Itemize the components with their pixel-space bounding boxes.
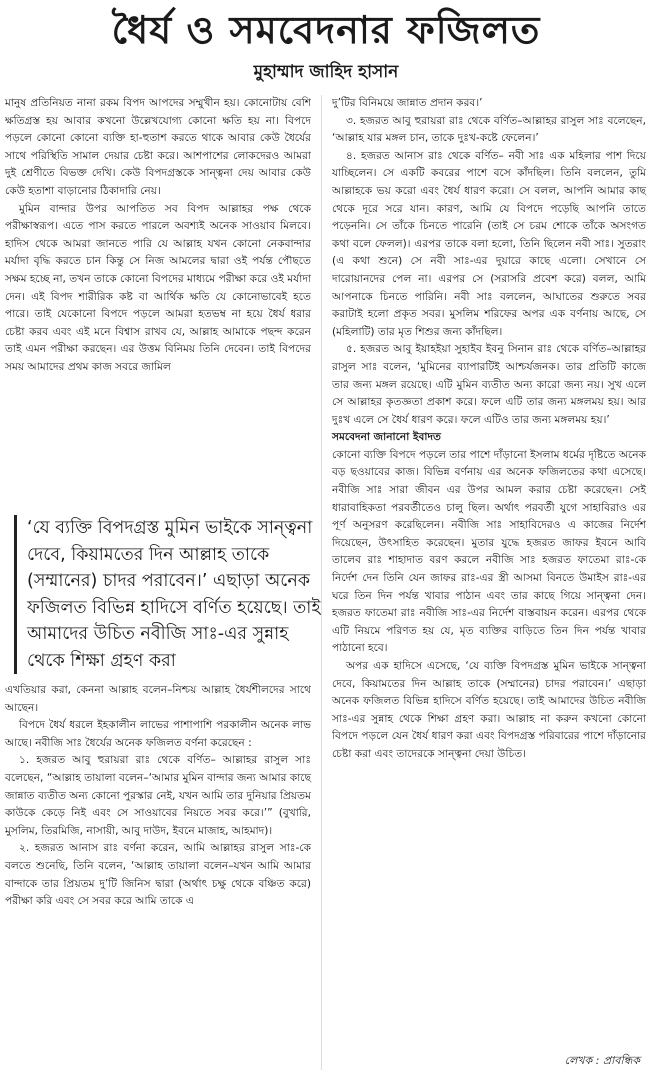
paragraph: কোনো ব্যক্তি বিপদে পড়লে তার পাশে দাঁড়ানো ইসলাম ধর্মের দৃষ্টিতে অনেক বড় ছওয়াবের কাজ। বিভিন্ন বর্ণনায় এর অনেক ফজিলতের কথা এসেছে। নবীজি সাঃ সারা জীবন এর উপর আমল করার চেষ্টা করেছেন। সেই ধারাবাহিকতা পরবর্তীতেও চালু ছিল। অর্থাৎ পরবর্তী যুগে সাহাবিরাও এর পূর্ণ অনুসরণ করেছিলেন। নবীজি সাঃ সাহাবিদেরও এ কাজের নির্দেশ দিয়েছেন, উৎসাহিত করেছেন। মুতার যুদ্ধে হজরত জাফর ইবনে আবি তালেব রাঃ শাহাদাত বরণ করলে নবীজি সাঃ হজরত ফাতেমা রাঃ-কে নির্দেশ দেন তিনি যেন জাফর রাঃ-এর স্ত্রী আসমা বিনতে উমাইস রাঃ-এর ঘরে তিন দিন পর্যন্ত খাবার পাঠান এবং তার কাছে গিয়ে সান্ত্বনা দেন। হজরত ফাতেমা রাঃ নবীজি সাঃ-এর নির্দেশ বাস্তবায়ন করেন। এরপর থেকে এটি নিয়মে পরিণত হয় যে, মৃত ব্যক্তির বাড়িতে তিন দিন পর্যন্ত খাবার পাঠানো হবে।: [332, 448, 646, 655]
pull-quote: ‘যে ব্যক্তি বিপদগ্রস্ত মুমিন ভাইকে সান্ত্বনা দেবে, কিয়ামতের দিন আল্লাহ তাকে (সম্মানের) চাদর পরাবেন।’ এছাড়া অনেক ফজিলত বিভিন্ন হাদিসে বর্ণিত হয়েছে। তাই আমাদের উচিত নবীজি সাঃ-এর সুন্নাহ থেকে শিক্ষা গ্রহণ করা: [14, 515, 327, 674]
left-column: [5, 95, 311, 377]
right-column: [332, 95, 646, 764]
paragraph: ৫. হজরত আবু ইয়াহইয়া সুহাইব ইবনু সিনান রাঃ থেকে বর্ণিত–আল্লাহর রাসুল সাঃ বলেন, ‘মুমিনের ব্যাপারটিই আশ্চর্যজনক। তার প্রতিটি কাজে তার জন্য মঙ্গল রয়েছে। এটি মুমিন ব্যতীত অন্য কারো জন্য নয়। সুখ এলে সে আল্লাহর কৃতজ্ঞতা প্রকাশ করে। ফলে এটি তার জন্য মঙ্গলময় হয়। আর দুঃখ এলে সে ধৈর্য ধারণ করে। ফলে এটিও তার জন্য মঙ্গলময় হয়।’: [332, 343, 646, 426]
paragraph: ২. হজরত আনাস রাঃ বর্ণনা করেন, আমি আল্লাহর রাসুল সাঃ-কে বলতে শুনেছি, তিনি বলেন, ‘আল্লাহ তায়ালা বলেন–যখন আমি আমার বান্দাকে তার প্রিয়তম দু’টি জিনিস দ্বারা (অর্থাৎ চক্ষু থেকে বঞ্চিত করে) পরীক্ষা করি এবং সে সবর করে আমি তাকে এ: [5, 842, 311, 908]
left-column-lower: [5, 682, 311, 911]
paragraph: মানুষ প্রতিনিয়ত নানা রকম বিপদ আপদের সম্মুখীন হয়। কোনোটায় বেশি ক্ষতিগ্রস্ত হয় আবার কখনো উল্লেখযোগ্য কোনো ক্ষতি হয় না। বিপদে পড়লে কোনো কোনো ব্যক্তি হা-হুতাশ করতে থাকে আবার কেউ ধৈর্যের সাথে পরিস্থিতি সামাল দেয়ার চেষ্টা করে। আশপাশের লোকদেরও আমরা দুই শ্রেণীতে বিভক্ত দেখি। কেউ বিপদগ্রস্তকে সান্ত্বনা দেয় আবার কেউ কেউ হতাশা বাড়ানোর ঠিকাদারি নেয়।: [5, 97, 311, 197]
paragraph: ৩. হজরত আবু হুরায়রা রাঃ থেকে বর্ণিত–আল্লাহর রাসুল সাঃ বলেছেন, ‘আল্লাহ যার মঙ্গল চান, তাকে দুঃখ-কষ্টে ফেলেন।’: [332, 114, 646, 145]
paragraph: দু’টির বিনিময়ে জান্নাত প্রদান করব।’: [332, 97, 483, 109]
column-divider: [321, 95, 322, 1070]
writer-byline: লেখক : প্রাবন্ধিক: [564, 1054, 640, 1067]
paragraph: ৪. হজরত আনাস রাঃ থেকে বর্ণিত– নবী সাঃ এক মহিলার পাশ দিয়ে যাচ্ছিলেন। সে একটি কবরের পাশে বসে কাঁদছিল। তিনি বললেন, তুমি আল্লাহকে ভয় করো এবং ধৈর্য ধারণ করো। সে বলল, আপনি আমার কাছ থেকে দূরে সরে যান। কারণ, আমি যে বিপদে পড়েছি আপনি তাতে পড়েননি। সে তাঁকে চিনতে পারেনি (তাই সে চরম শোকে তাঁকে অসংগত কথা বলে ফেলল)। এরপর তাকে বলা হলো, তিনি ছিলেন নবী সাঃ। সুতরাং (এ কথা শুনে) সে নবী সাঃ-এর দুয়ারে কাছে এলো। সেখানে সে দারোয়ানদের পেল না। এরপর সে (সরাসরি প্রবেশ করে) বলল, আমি আপনাকে চিনতে পারিনি। নবী সাঃ বললেন, আঘাতের শুরুতে সবর করাটাই হলো প্রকৃত সবর। মুসলিম শরিফের অপর এক বর্ণনায় আছে, সে (মহিলাটি) তার মৃত শিশুর জন্য কাঁদছিল।: [332, 149, 646, 338]
paragraph: ১. হজরত আবু হুরায়রা রাঃ থেকে বর্ণিত– আল্লাহর রাসুল সাঃ বলেছেন, “আল্লাহ তায়ালা বলেন–‘আমার মুমিন বান্দার জন্য আমার কাছে জান্নাত ব্যতীত অন্য কোনো পুরস্কার নেই, যখন আমি তার দুনিয়ার প্রিয়তম কাউকে কেড়ে নিই এবং সে সাওয়াবের নিয়তে সবর করে।’” (বুখারি, মুসলিম, তিরমিজি, নাসায়ী, আবু দাউদ, ইবনে মাজাহ, আহমাদ)।: [5, 754, 311, 837]
section-subheading: সমবেদনা জানানো ইবাদত: [332, 431, 441, 444]
paragraph: অপর এক হাদিসে এসেছে, ‘যে ব্যক্তি বিপদগ্রস্ত মুমিন ভাইকে সান্ত্বনা দেবে, কিয়ামতের দিন আল্লাহ তাকে (সম্মানের) চাদর পরাবেন।’ এছাড়া অনেক ফজিলত বিভিন্ন হাদিসে বর্ণিত হয়েছে। তাই আমাদের উচিত নবীজি সাঃ-এর সুন্নাহ থেকে শিক্ষা গ্রহণ করা। আল্লাহ না করুন কখনো কোনো বিপদে পড়লে যেন ধৈর্য ধারণ করা এবং বিপদগ্রস্ত পরিবারের পাশে দাঁড়ানোর চেষ্টা করা এবং তাদেরকে সান্ত্বনা দেয়া উচিত।: [332, 660, 646, 760]
article-title: ধৈর্য ও সমবেদনার ফজিলত: [111, 8, 541, 52]
article-author: মুহাম্মাদ জাহিদ হাসান: [253, 62, 399, 82]
paragraph: বিপদে ধৈর্য ধরলে ইহকালীন লাভের পাশাপাশি পরকালীন অনেক লাভ আছে। নবীজি সাঃ ধৈর্যের অনেক ফজিলত বর্ণনা করেছেন :: [5, 719, 311, 749]
paragraph: মুমিন বান্দার উপর আপতিত সব বিপদ আল্লাহর পক্ষ থেকে পরীক্ষাস্বরূপ। এতে পাস করতে পারলে অবশ্যই অনেক সাওয়াব মিলবে। হাদিস থেকে আমরা জানতে পারি যে আল্লাহ যখন কোনো নেকবান্দার মর্যাদা বৃদ্ধি করতে চান কিন্তু সে নিজ আমলের দ্বারা ওই পর্যন্ত পৌছতে সক্ষম হচ্ছে না, তখন তাকে কোনো বিপদের মাধ্যমে পরীক্ষা করে ওই মর্যাদা দেন। এই বিপদ শারীরিক কষ্ট বা আর্থিক ক্ষতি যে কোনোভাবেই হতে পারে। তাই যেকোনো বিপদে পড়লে আমরা হতভম্ব না হয়ে ধৈর্য ধরার চেষ্টা করব এবং এই মনে বিশ্বাস রাখব যে, আল্লাহ আমাকে পছন্দ করেন তাই এমন পরীক্ষা করছেন। এর উত্তম বিনিময় তিনি দেবেন। তাই বিপদের সময় আমাদের প্রথম কাজ সবরে জামিল: [5, 202, 311, 373]
paragraph: এখতিয়ার করা, কেননা আল্লাহ বলেন–নিশ্চয় আল্লাহ ধৈর্যশীলদের সাথে আছেন।: [5, 684, 311, 714]
